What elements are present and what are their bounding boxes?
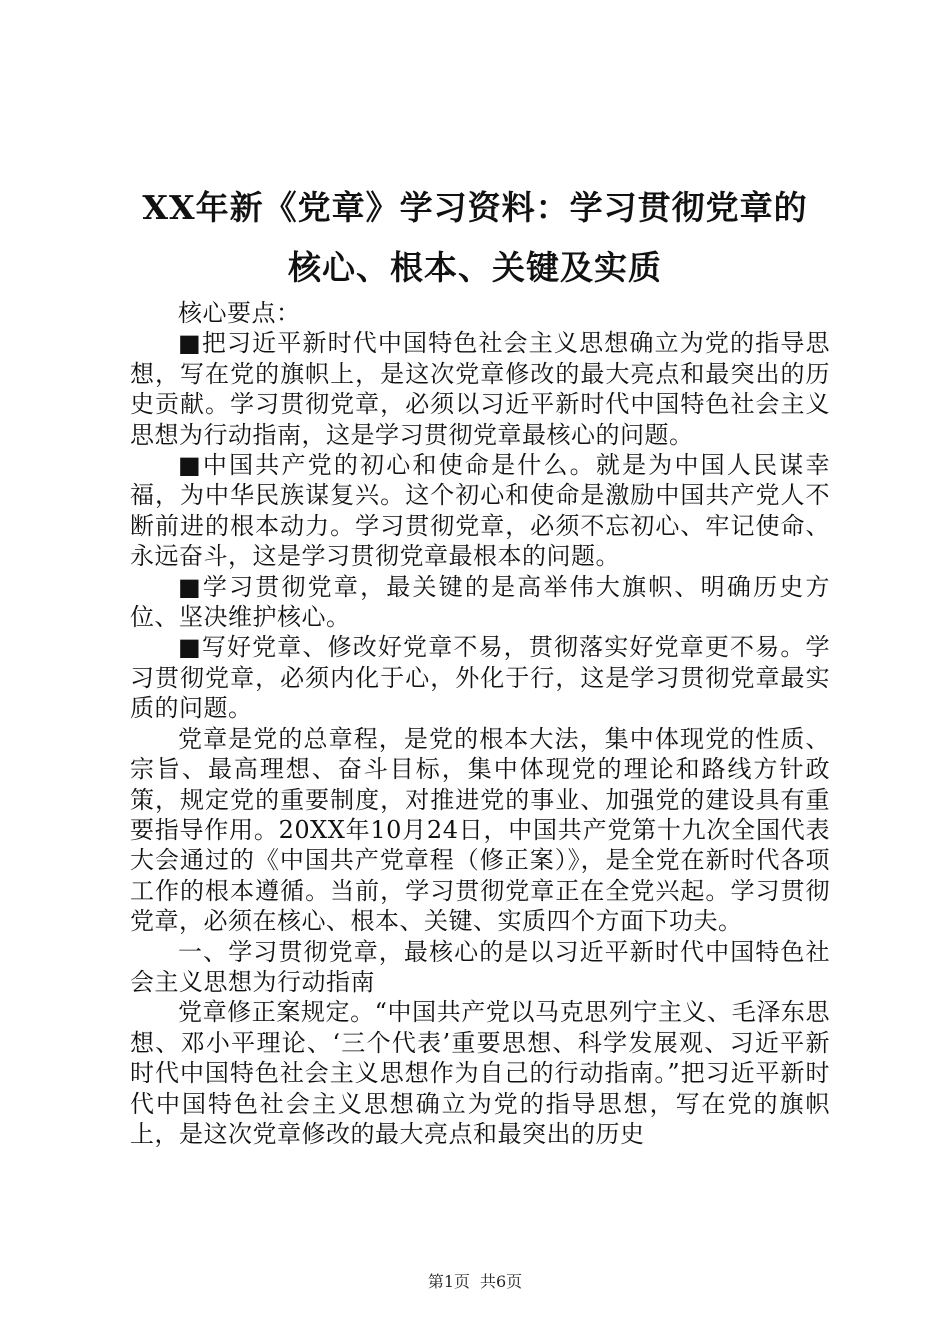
page-number-current: 第1页 bbox=[427, 1272, 470, 1291]
page-footer bbox=[0, 1272, 950, 1292]
page-number-total: 共6页 bbox=[480, 1272, 523, 1291]
paragraph-key-point-2: ■中国共产党的初心和使命是什么。就是为中国人民谋幸福，为中华民族谋复兴。这个初心和使命是激励中国共产党人不断前进的根本动力。学习贯彻党章，必须不忘初心、牢记使命、永远奋斗，这是学习贯彻党章最根本的问题。 bbox=[130, 451, 830, 571]
document-title-line-2: 核心、根本、关键及实质 bbox=[288, 248, 662, 287]
paragraph-key-point-3: ■学习贯彻党章，最关键的是高举伟大旗帜、明确历史方位、坚决维护核心。 bbox=[130, 572, 830, 632]
paragraph-key-point-4: ■写好党章、修改好党章不易，贯彻落实好党章更不易。学习贯彻党章，必须内化于心，外化于行，这是学习贯彻党章最实质的问题。 bbox=[130, 633, 830, 723]
document-body bbox=[130, 298, 830, 1149]
paragraph-key-points-heading: 核心要点： bbox=[178, 299, 301, 327]
paragraph-key-point-1: ■把习近平新时代中国特色社会主义思想确立为党的指导思想，写在党的旗帜上，是这次党章修改的最大亮点和最突出的历史贡献。学习贯彻党章，必须以习近平新时代中国特色社会主义思想为行动指南，这是学习贯彻党章最核心的问题。 bbox=[130, 329, 830, 449]
section-heading-1: 一、学习贯彻党章，最核心的是以习近平新时代中国特色社会主义思想为行动指南 bbox=[130, 937, 830, 996]
paragraph-introduction: 党章是党的总章程，是党的根本大法，集中体现党的性质、宗旨、最高理想、奋斗目标，集中体现党的理论和路线方针政策，规定党的重要制度，对推进党的事业、加强党的建设具有重要指导作用。20XX年10月24日，中国共产党第十九次全国代表大会通过的《中国共产党章程（修正案）》，是全党在新时代各项工作的根本遵循。当前，学习贯彻党章正在全党兴起。学习贯彻党章，必须在核心、根本、关键、实质四个方面下功夫。 bbox=[130, 724, 830, 936]
paragraph-section-1-body: 党章修正案规定。“中国共产党以马克思列宁主义、毛泽东思想、邓小平理论、‘三个代表’重要思想、科学发展观、习近平新时代中国特色社会主义思想作为自己的行动指南。”把习近平新时代中国特色社会主义思想确立为党的指导思想，写在党的旗帜上，是这次党章修改的最大亮点和最突出的历史 bbox=[130, 998, 830, 1148]
document-title-line-1: XX年新《党章》学习资料：学习贯彻党章的 bbox=[142, 188, 808, 227]
